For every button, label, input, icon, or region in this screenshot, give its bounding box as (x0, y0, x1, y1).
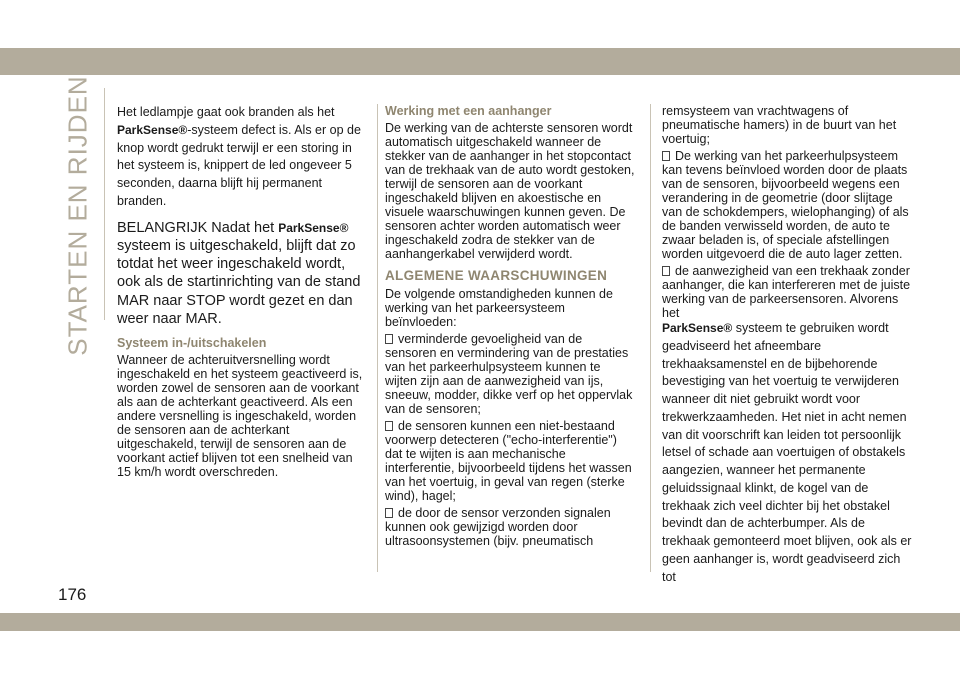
side-divider (104, 88, 105, 320)
list-item: de sensoren kunnen een niet-bestaand voorwerp detecteren ("echo-interferentie") dat te wijten is aan mechanische interferentie, bijvoorbeeld tijdens het wassen van het voertuig, in geval van regen (sterke wind), hagel; (385, 419, 632, 504)
square-bullet-icon (385, 334, 393, 344)
list-item: de aanwezigheid van een trekhaak zonder aanhanger, die kan interfereren met de juiste werking van de parkeersensoren. Alvorens het ParkSense® systeem te gebruiken wordt geadviseerd het afneembare trekhaaksamenstel en de bijbehorende bevestiging van het voertuig te verwijderen wanneer dit niet gebruikt wordt voor trekwerkzaamheden. Het niet in acht nemen van dit voorschrift kan leiden tot persoonlijk letsel of schade aan voertuigen of obstakels aangezien, wanneer het permanente geluidssignaal klinkt, de kogel van de trekhaak zich veel dichter bij het obstakel bevindt dan de achterbumper. Als de trekhaak gemonteerd moet blijven, ook als er geen aanhanger is, wordt geadviseerd zich tot (662, 264, 912, 584)
brand-name: ParkSense® (117, 122, 188, 137)
square-bullet-icon (385, 508, 393, 518)
side-title-text: STARTEN EN RIJDEN (62, 74, 93, 356)
paragraph: De werking van de achterste sensoren wordt automatisch uitgeschakeld wanneer de stekker van de aanhanger in het stopcontact van de trekhaak van de auto wordt gestoken, terwijl de sensoren aan de voorkant ingeschakeld blijven en akoestische en visuele waarschuwingen kunnen geven. De sensoren achter worden automatisch weer ingeschakeld zodra de stekker van de aanhangerkabel verwijderd wordt. (385, 121, 635, 261)
column-1 (117, 104, 367, 482)
paragraph: Wanneer de achteruitversnelling wordt ingeschakeld en het systeem geactiveerd is, worden zowel de sensoren aan de voorkant als aan de achterkant geactiveerd. Als een andere versnelling is ingeschakeld, worden de sensoren aan de achterkant uitgeschakeld, terwijl de sensoren aan de voorkant actief blijven tot een snelheid van 15 km/h wordt overschreden. (117, 353, 363, 480)
list-item: De werking van het parkeerhulpsysteem kan tevens beïnvloed worden door de plaats van de sensoren, bijvoorbeeld wegens een verandering in de geometrie (door slijtage van de schokdempers, wielophanging) of als de banden verwisseld worden, de auto te zwaar beladen is, of speciale afstellingen worden uitgevoerd die de auto lager zetten. (662, 149, 909, 261)
section-heading: ALGEMENE WAARSCHUWINGEN (385, 268, 608, 283)
square-bullet-icon (662, 151, 670, 161)
header-band (0, 48, 960, 75)
square-bullet-icon (385, 421, 393, 431)
column-3 (662, 104, 912, 589)
footer-band (0, 613, 960, 631)
subheading: Systeem in-/uitschakelen (117, 336, 267, 351)
column-divider (377, 104, 378, 572)
subheading: Werking met een aanhanger (385, 104, 552, 118)
section-side-title (58, 74, 98, 356)
important-note: BELANGRIJK Nadat het ParkSense® systeem is uitgeschakeld, blijft dat zo totdat het weer ingeschakeld wordt, ook als de startinrichting van de stand MAR naar STOP wordt gezet en dan weer naar MAR. (117, 219, 361, 327)
square-bullet-icon (662, 266, 670, 276)
paragraph: Het ledlampje gaat ook branden als het ParkSense®-systeem defect is. Als er op de knop wordt gedrukt terwijl er een storing in het systeem is, knippert de led ongeveer 5 seconden, daarna blijft hij permanent branden. (117, 105, 361, 208)
paragraph: remsysteem van vrachtwagens of pneumatische hamers) in de buurt van het voertuig; (662, 104, 897, 146)
paragraph: De volgende omstandigheden kunnen de werking van het parkeersysteem beïnvloeden: (385, 287, 613, 330)
brand-name: ParkSense® (278, 220, 349, 235)
list-item: verminderde gevoeligheid van de sensoren en vermindering van de prestaties van het parkeerhulpsysteem kunnen te wijten zijn aan de aanwezigheid van ijs, sneeuw, modder, dikke verf op het oppervlak van de sensoren; (385, 332, 633, 417)
list-item: de door de sensor verzonden signalen kunnen ook gewijzigd worden door ultrasoonsystemen (bijv. pneumatisch (385, 506, 611, 549)
column-2 (385, 104, 635, 551)
page-number: 176 (58, 585, 87, 604)
column-divider (650, 104, 651, 572)
brand-name: ParkSense® (662, 321, 733, 335)
